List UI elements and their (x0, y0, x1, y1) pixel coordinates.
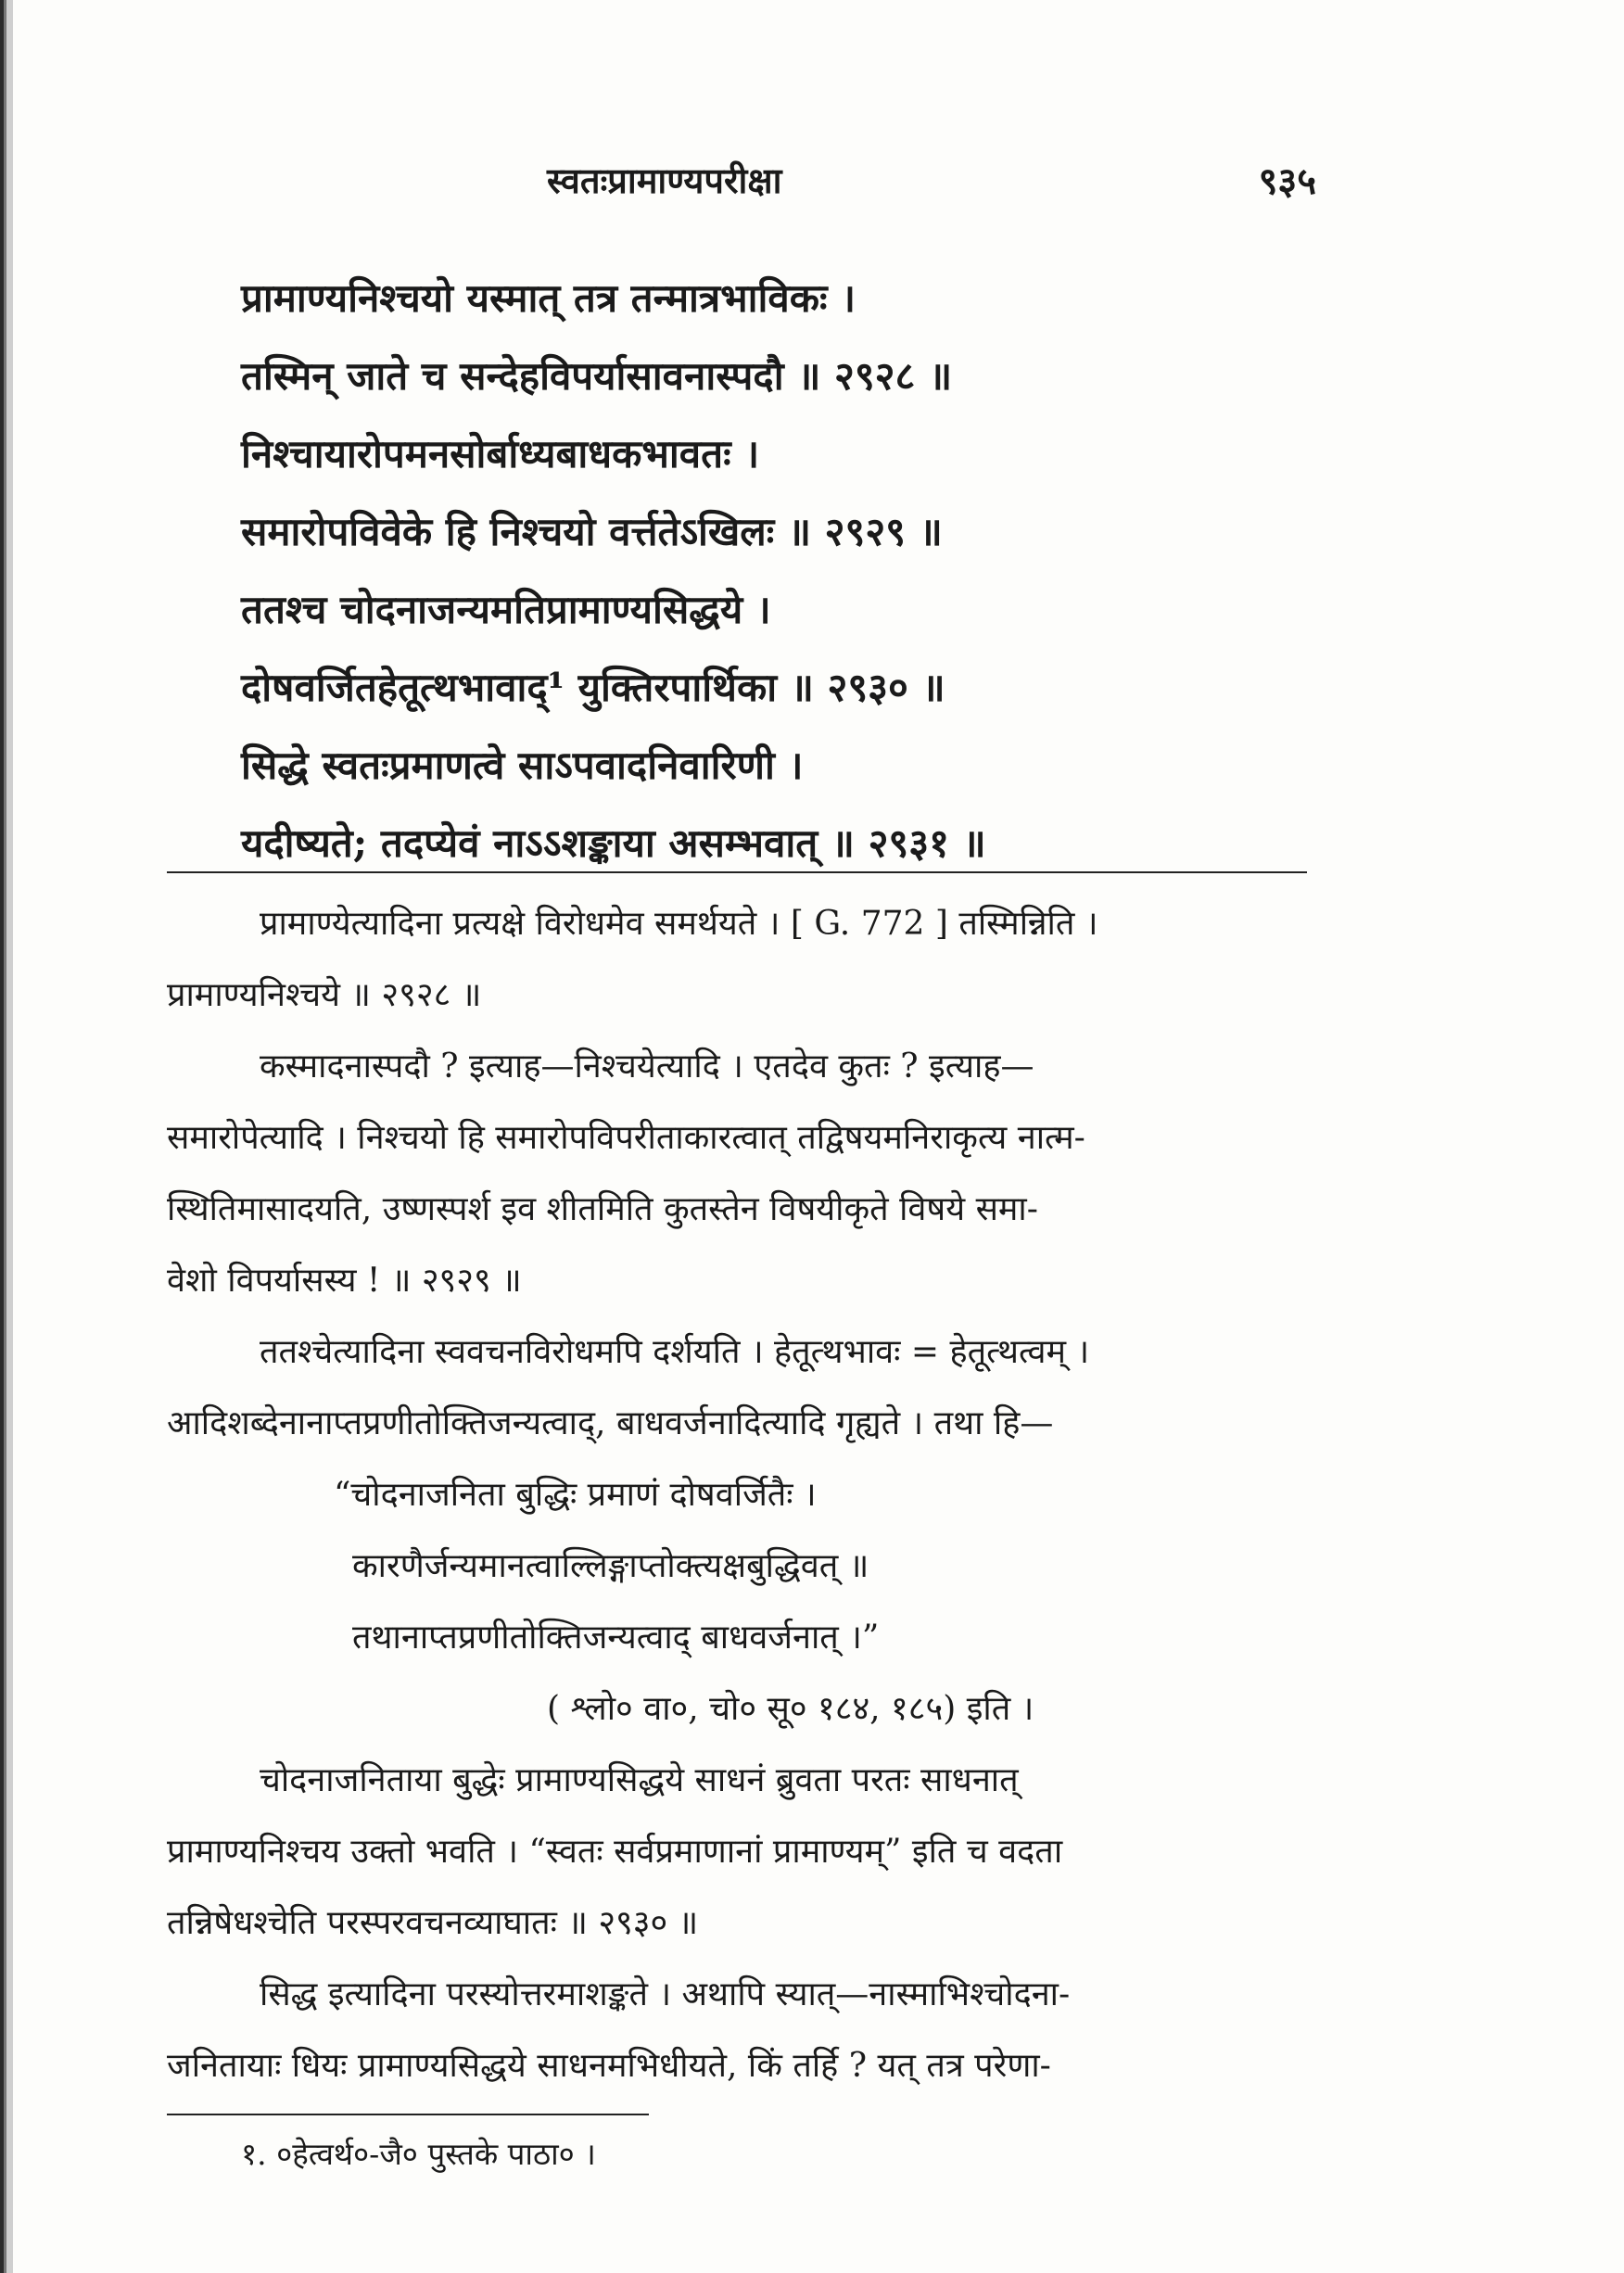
running-title: स्वतःप्रामाण्यपरीक्षा (547, 159, 782, 201)
commentary-line: स्थितिमासादयति, उष्णस्पर्श इव शीतमिति कुतस्तेन विषयीकृते विषये समा- (167, 1190, 1038, 1228)
commentary-line: वेशो विपर्यासस्य ! ॥ २९२९ ॥ (167, 1262, 522, 1300)
quoted-verse-line: कारणैर्जन्यमानत्वाल्लिङ्गाप्तोक्त्यक्षबुद्धिवत् ॥ (352, 1547, 869, 1585)
commentary-line: चोदनाजनिताया बुद्धेः प्रामाण्यसिद्धये साधनं ब्रुवता परतः साधनात् (260, 1761, 1019, 1799)
footnote-divider (167, 2114, 649, 2115)
verse-line: सिद्धे स्वतःप्रमाणत्वे साऽपवादनिवारिणी । (241, 743, 804, 788)
commentary-line: आदिशब्देनानाप्तप्रणीतोक्तिजन्यत्वाद्, बाधवर्जनादित्यादि गृह्यते । तथा हि— (167, 1404, 1054, 1442)
verse-line: प्रामाण्यनिश्चयो यस्मात् तत्र तन्मात्रभाविकः । (241, 275, 856, 321)
commentary-line: कस्मादनास्पदौ ? इत्याह—निश्चयेत्यादि । एतदेव कुतः ? इत्याह— (260, 1048, 1034, 1086)
commentary-line: प्रामाण्यनिश्चये ॥ २९२८ ॥ (167, 976, 482, 1014)
commentary-line: ततश्चेत्यादिना स्ववचनविरोधमपि दर्शयति । हेतूत्थभावः = हेतूत्थत्वम् । (260, 1333, 1090, 1371)
verse-line: निश्चायारोपमनसोर्बाध्यबाधकभावतः । (241, 431, 760, 476)
commentary-line: प्रामाण्येत्यादिना प्रत्यक्षे विरोधमेव समर्थयते । [ G. 772 ] तस्मिन्निति । (260, 905, 1098, 943)
verse-line: ततश्च चोदनाजन्यमतिप्रामाण्यसिद्धये । (241, 587, 771, 632)
commentary-line: तन्निषेधश्चेति परस्परवचनव्याघातः ॥ २९३० ॥ (167, 1904, 699, 1942)
page-header (167, 148, 1335, 213)
commentary-line: सिद्ध इत्यादिना परस्योत्तरमाशङ्कते । अथापि स्यात्—नास्माभिश्चोदना- (260, 1975, 1071, 2013)
commentary-line: जनितायाः धियः प्रामाण्यसिद्धये साधनमभिधीयते, किं तर्हि ? यत् तत्र परेणा- (167, 2047, 1051, 2085)
verse-line: तस्मिन् जाते च सन्देहविपर्यासावनास्पदौ ॥ २९२८ ॥ (241, 353, 953, 399)
citation-line: ( श्लो० वा०, चो० सू० १८४, १८५) इति । (547, 1690, 1034, 1728)
commentary-line: समारोपेत्यादि । निश्चयो हि समारोपविपरीताकारत्वात् तद्विषयमनिराकृत्य नात्म- (167, 1119, 1085, 1157)
footnote: १. ०हेत्वर्थ०-जै० पुस्तके पाठा० । (241, 2136, 596, 2172)
binding-edge (0, 0, 13, 2273)
verse-block (241, 260, 1316, 883)
verse-line: समारोपविवेके हि निश्चयो वर्त्ततेऽखिलः ॥ २९२९ ॥ (241, 509, 943, 554)
verse-commentary-divider (167, 871, 1307, 873)
quoted-verse-line: “चोदनाजनिता बुद्धिः प्रमाणं दोषवर्जितैः । (334, 1476, 817, 1514)
verse-line: दोषवर्जितहेतूत्थभावाद्¹ युक्तिरपार्थिका ॥ २९३० ॥ (241, 665, 945, 710)
verse-line: यदीष्यते; तदप्येवं नाऽऽशङ्काया असम्भवात् ॥ २९३१ ॥ (241, 820, 986, 866)
page-number: ९३५ (1258, 159, 1316, 203)
commentary-block (167, 888, 1335, 2102)
quoted-verse-line: तथानाप्तप्रणीतोक्तिजन्यत्वाद् बाधवर्जनात् ।” (352, 1619, 880, 1657)
commentary-line: प्रामाण्यनिश्चय उक्तो भवति । “स्वतः सर्वप्रमाणानां प्रामाण्यम्” इति च वदता (167, 1833, 1063, 1871)
